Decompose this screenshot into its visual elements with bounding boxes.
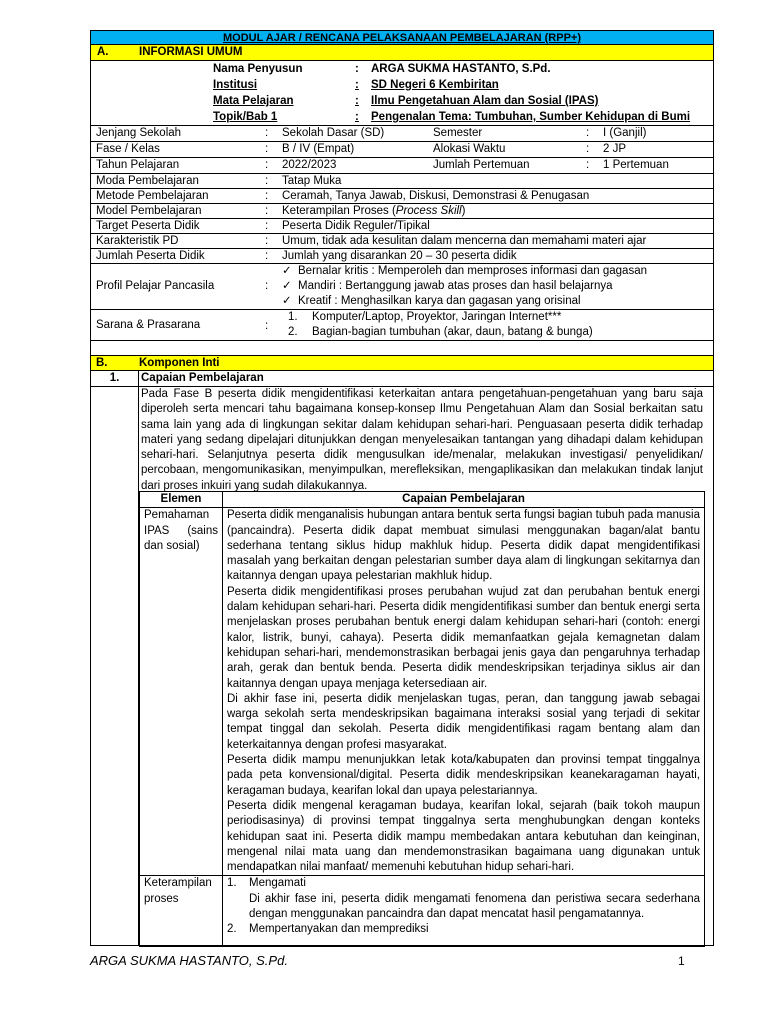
info-colon: : <box>265 175 269 187</box>
info-value: I (Ganjil) <box>603 127 647 139</box>
info-value: Ceramah, Tanya Jawab, Diskusi, Demonstrasi & Penugasan <box>282 190 590 202</box>
info-key: Moda Pembelajaran <box>96 175 199 187</box>
profil-row <box>90 264 714 310</box>
info-value: 1 Pertemuan <box>603 159 669 171</box>
list-item <box>227 876 700 891</box>
document <box>90 30 714 946</box>
capaian-paragraph: Peserta didik mengenal keragaman budaya, kearifan lokal, sejarah (baik tokoh maupun periodisasinya) di provinsi tempat tinggalnya serta menghubungkan dengan konteks kehidupan saat ini. Peserta didik mampu membedakan antara kebutuhan dan keinginan, mengenal nilai mata uang dan mendemonstrasikan bagaimana uang digunakan untuk mendapatkan nilai manfaat/ memenuhi kebutuhan hidup sehari-hari. <box>227 799 700 874</box>
info-value-part: Keterampilan Proses ( <box>282 205 396 217</box>
capaian-cell <box>223 508 705 876</box>
column-header-capaian: Capaian Pembelajaran <box>223 492 705 508</box>
section-b-number: B. <box>96 357 108 369</box>
info-value: Tatap Muka <box>282 175 342 187</box>
header-row-author <box>90 61 714 77</box>
table-row <box>140 876 705 947</box>
capaian-paragraph: Peserta didik mampu menunjukkan letak kota/kabupaten dan provinsi tempat tinggalnya pada peta konvensional/digital. Peserta didik mendeskripsikan keanekaragaman hayati, keragaman budaya, kearifan lokal dan upaya pelestariannya. <box>227 754 700 797</box>
header-colon: : <box>355 111 359 123</box>
page-number: 1 <box>678 954 685 968</box>
sarana-item-text: Bagian-bagian tumbuhan (akar, daun, batang & bunga) <box>312 326 593 338</box>
capaian-intro: Pada Fase B peserta didik mengidentifikasi keterkaitan antara pengetahuan-pengetahuan yang baru saja diperoleh serta mencari tahu bagaimana konsep-konsep Ilmu Pengetahuan Alam dan Sosial berkaitan satu sama lain yang ada di lingkungan sekitar dalam kehidupan sehari-hari. Penguasaan peserta didik terhadap materi yang sedang dipelajari ditunjukkan dengan menyelesaikan tantangan yang dihadapi dalam kehidupan sehari-hari. Selanjutnya peserta didik mengusulkan ide/menalar, melakukan investigasi/ penyelidikan/ percobaan, mengomunikasikan, menyimpulkan, merefleksikan, mengaplikasikan dan melakukan tindak lanjut dari proses inkuiri yang sudah dilakukannya. <box>141 388 703 492</box>
list-number: 1. <box>227 877 237 890</box>
header-value: SD Negeri 6 Kembiritan <box>371 79 499 91</box>
info-row <box>90 158 714 174</box>
check-icon: ✓ <box>282 265 292 277</box>
info-row <box>90 126 714 142</box>
info-key: Metode Pembelajaran <box>96 190 209 202</box>
capaian-cell <box>223 876 705 947</box>
info-value: Peserta Didik Reguler/Tipikal <box>282 220 430 232</box>
header-value: Ilmu Pengetahuan Alam dan Sosial (IPAS) <box>371 95 599 107</box>
number-column <box>91 387 139 945</box>
section-a-label: INFORMASI UMUM <box>139 46 243 58</box>
info-colon: : <box>265 159 269 171</box>
info-value-italic: Process Skill <box>395 205 462 217</box>
info-colon: : <box>265 143 269 155</box>
info-colon: : <box>265 205 269 217</box>
header-value: Pengenalan Tema: Tumbuhan, Sumber Kehidupan di Bumi <box>371 111 691 123</box>
info-value: 2 JP <box>603 143 627 155</box>
info-value: B / IV (Empat) <box>282 143 355 155</box>
info-colon: : <box>586 127 590 139</box>
info-colon: : <box>265 220 269 232</box>
header-colon: : <box>355 79 359 91</box>
info-value: Sekolah Dasar (SD) <box>282 127 385 139</box>
profil-item-text: Kreatif : Menghasilkan karya dan gagasan yang orisinal <box>298 295 581 307</box>
subsection-label: Capaian Pembelajaran <box>141 372 264 384</box>
info-value <box>282 204 465 218</box>
check-icon: ✓ <box>282 295 292 307</box>
header-key: Topik/Bab 1 <box>213 111 278 123</box>
sarana-item <box>288 310 561 324</box>
footer-author: ARGA SUKMA HASTANTO, S.Pd. <box>90 953 288 968</box>
list-item-title: Mempertanyakan dan memprediksi <box>249 923 429 936</box>
info-row <box>90 219 714 234</box>
info-row <box>90 234 714 249</box>
info-colon: : <box>265 250 269 262</box>
profil-item <box>282 264 647 278</box>
header-colon: : <box>355 95 359 107</box>
list-item <box>227 922 700 937</box>
info-key: Target Peserta Didik <box>96 220 200 232</box>
info-row <box>90 142 714 158</box>
sarana-item <box>288 325 593 339</box>
info-key: Jenjang Sekolah <box>96 127 182 139</box>
info-row <box>90 189 714 204</box>
info-value: Jumlah yang disarankan 20 – 30 peserta didik <box>282 250 517 262</box>
subsection-number: 1. <box>91 371 139 386</box>
elemen-cell: Keterampilan proses <box>140 876 223 947</box>
info-key: Fase / Kelas <box>96 143 160 155</box>
subsection-1-header <box>90 371 714 387</box>
info-key: Alokasi Waktu <box>433 143 506 155</box>
spacer-row <box>90 341 714 356</box>
section-b-label: Komponen Inti <box>139 357 220 369</box>
header-row-institution <box>90 77 714 93</box>
list-item-text: Di akhir fase ini, peserta didik mengamati fenomena dan peristiwa secara sederhana dengan menggunakan pancaindra dan dapat mencatat hasil pengamatannya. <box>249 892 700 921</box>
table-row <box>140 508 705 876</box>
header-colon: : <box>355 63 359 75</box>
section-a-number: A. <box>97 46 109 58</box>
info-row <box>90 204 714 219</box>
info-key: Profil Pelajar Pancasila <box>96 280 215 292</box>
info-value-part: ) <box>461 205 466 217</box>
column-header-elemen: Elemen <box>140 492 223 508</box>
list-number: 2. <box>227 923 237 936</box>
profil-item-text: Bernalar kritis : Memperoleh dan memproses informasi dan gagasan <box>298 265 647 277</box>
profil-item <box>282 279 613 293</box>
info-value: Umum, tidak ada kesulitan dalam mencerna dan memahami materi ajar <box>282 235 647 247</box>
header-row-subject <box>90 93 714 109</box>
section-b-header <box>90 356 714 371</box>
info-row <box>90 174 714 189</box>
info-colon: : <box>265 190 269 202</box>
header-row-topic <box>90 109 714 126</box>
info-key: Jumlah Pertemuan <box>433 159 530 171</box>
elemen-cell: Pemahaman IPAS (sains dan sosial) <box>140 508 223 876</box>
capaian-paragraph: Di akhir fase ini, peserta didik menjelaskan tugas, peran, dan tanggung jawab sebagai warga sekolah serta mendeskripsikan bagaimana interaksi sosial yang terjadi di sekitar tempat tinggal dan sekolah. Peserta didik mengidentifikasi ragam bentang alam dan keterkaitannya dengan profesi masyarakat. <box>227 692 700 751</box>
info-colon: : <box>586 159 590 171</box>
info-key: Tahun Pelajaran <box>96 159 180 171</box>
sarana-item-text: Komputer/Laptop, Proyektor, Jaringan Internet*** <box>312 311 562 323</box>
check-icon: ✓ <box>282 280 292 292</box>
document-title: MODUL AJAR / RENCANA PELAKSANAAN PEMBELAJARAN (RPP+) <box>90 30 714 45</box>
info-colon: : <box>586 143 590 155</box>
list-number: 1. <box>288 311 298 323</box>
capaian-table <box>139 491 705 947</box>
table-header-row <box>140 492 705 508</box>
info-key: Jumlah Peserta Didik <box>96 250 205 262</box>
info-value: 2022/2023 <box>282 159 337 171</box>
header-value: ARGA SUKMA HASTANTO, S.Pd. <box>371 63 551 75</box>
header-key: Institusi <box>213 79 258 91</box>
info-colon: : <box>265 235 269 247</box>
profil-item-text: Mandiri : Bertanggung jawab atas proses dan hasil belajarnya <box>298 280 613 292</box>
info-key: Sarana & Prasarana <box>96 319 201 331</box>
info-colon: : <box>265 320 269 332</box>
sarana-row <box>90 310 714 341</box>
header-info <box>90 61 714 126</box>
info-key: Model Pembelajaran <box>96 205 202 217</box>
capaian-paragraph: Peserta didik mengidentifikasi proses perubahan wujud zat dan perubahan bentuk energi dalam kehidupan sehari-hari. Peserta didik mengidentifikasi sumber dan bentuk energi serta menjelaskan proses perubahan bentuk energi dalam kehidupan sehari-hari (contoh: energi kalor, listrik, bunyi, cahaya). Peserta didik memanfaatkan gejala kemagnetan dalam kehidupan sehari-hari, mendemonstrasikan berbagai jenis gaya dan pengaruhnya terhadap arah, gerak dan bentuk benda. Peserta didik mendeskripsikan terjadinya siklus air dan kaitannya dengan upaya menjaga ketersediaan air. <box>227 585 700 690</box>
profil-item <box>282 294 581 308</box>
capaian-paragraph: Peserta didik menganalisis hubungan antara bentuk serta fungsi bagian tubuh pada manusia (pancaindra). Peserta didik dapat membuat simulasi menggunakan bagan/alat bantu sederhana tentang siklus hidup makhluk hidup. Peserta didik dapat mengidentifikasi masalah yang berkaitan dengan pelestarian sumber daya alam di lingkungan sekitarnya dan kaitannya dengan upaya pelestarian makhluk hidup. <box>227 509 700 583</box>
info-colon: : <box>265 280 269 292</box>
info-table <box>90 126 714 356</box>
info-colon: : <box>265 127 269 139</box>
header-key: Nama Penyusun <box>213 63 303 75</box>
section-a-header <box>90 45 714 61</box>
info-key: Semester <box>433 127 483 139</box>
list-number: 2. <box>288 326 298 338</box>
header-key: Mata Pelajaran <box>213 95 294 107</box>
capaian-body <box>90 387 714 946</box>
list-item-title: Mengamati <box>249 877 306 890</box>
info-row <box>90 249 714 264</box>
info-key: Karakteristik PD <box>96 235 179 247</box>
